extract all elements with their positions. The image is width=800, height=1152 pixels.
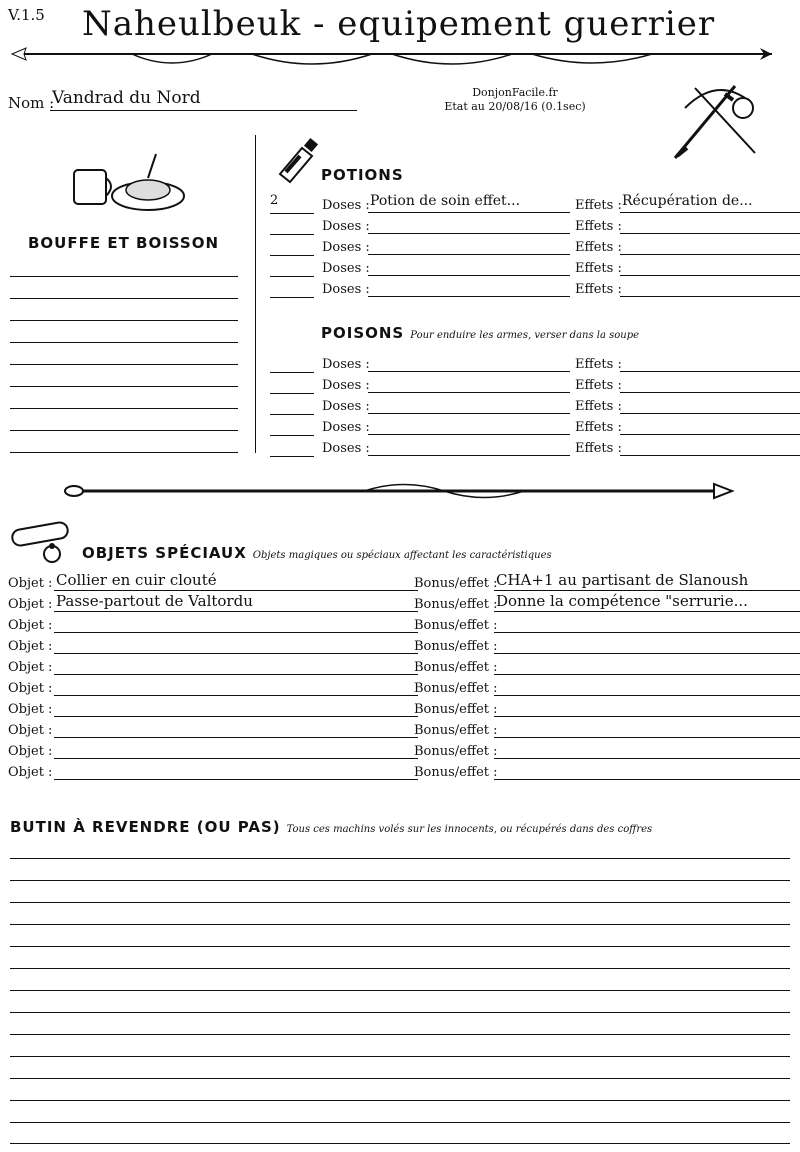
food-line[interactable]	[10, 364, 238, 365]
objet-row	[8, 613, 800, 634]
poisons-title-block	[321, 324, 639, 342]
version-label: V.1.5	[8, 6, 45, 24]
weapons-icon	[665, 78, 765, 164]
effets-label: Effets :	[575, 198, 622, 213]
butin-line[interactable]	[10, 1122, 790, 1123]
potion-effect-field[interactable]	[620, 277, 800, 297]
effets-label: Effets :	[575, 441, 622, 456]
objet-row	[8, 676, 800, 697]
doses-label: Doses :	[322, 420, 370, 435]
objet-field[interactable]	[54, 739, 418, 759]
objet-row	[8, 655, 800, 676]
butin-line[interactable]	[10, 924, 790, 925]
column-divider	[255, 135, 256, 453]
potion-row	[270, 214, 800, 235]
poison-qty-field[interactable]	[270, 373, 314, 394]
food-icon	[68, 148, 188, 218]
bonus-label: Bonus/effet :	[414, 618, 498, 633]
butin-line[interactable]	[10, 902, 790, 903]
poison-row	[270, 373, 800, 394]
objet-row	[8, 760, 800, 781]
nom-label: Nom :	[8, 94, 55, 112]
objet-field[interactable]: Passe-partout de Valtordu	[54, 592, 418, 612]
objet-row	[8, 739, 800, 760]
bonus-field[interactable]: Donne la compétence "serrurie...	[494, 592, 800, 612]
objet-field[interactable]	[54, 655, 418, 675]
effets-label: Effets :	[575, 420, 622, 435]
butin-line[interactable]	[10, 1100, 790, 1101]
site-name: DonjonFacile.fr	[472, 86, 558, 99]
bonus-label: Bonus/effet :	[414, 765, 498, 780]
bonus-field[interactable]	[494, 634, 800, 654]
bonus-label: Bonus/effet :	[414, 576, 498, 591]
butin-line[interactable]	[10, 1056, 790, 1057]
bonus-field[interactable]	[494, 676, 800, 696]
poisons-subtitle: Pour enduire les armes, verser dans la soupe	[410, 330, 640, 341]
potion-qty-field[interactable]: 2	[270, 193, 314, 214]
food-line[interactable]	[10, 452, 238, 453]
objet-field[interactable]	[54, 613, 418, 633]
objet-field[interactable]	[54, 697, 418, 717]
poison-row	[270, 394, 800, 415]
poison-row	[270, 415, 800, 436]
bonus-label: Bonus/effet :	[414, 702, 498, 717]
butin-line[interactable]	[10, 1012, 790, 1013]
objet-label: Objet :	[8, 639, 53, 654]
food-line[interactable]	[10, 342, 238, 343]
potion-bottle-icon	[272, 134, 322, 184]
poison-qty-field[interactable]	[270, 352, 314, 373]
bonus-label: Bonus/effet :	[414, 660, 498, 675]
objet-label: Objet :	[8, 702, 53, 717]
page-title: Naheulbeuk - equipement guerrier	[82, 4, 716, 44]
bonus-label: Bonus/effet :	[414, 639, 498, 654]
bonus-label: Bonus/effet :	[414, 723, 498, 738]
objet-row	[8, 718, 800, 739]
poison-name-field[interactable]	[368, 436, 570, 456]
objet-label: Objet :	[8, 744, 53, 759]
poison-row	[270, 436, 800, 457]
potion-name-field[interactable]	[368, 277, 570, 297]
potion-effect-field[interactable]	[620, 256, 800, 276]
bonus-label: Bonus/effet :	[414, 681, 498, 696]
butin-subtitle: Tous ces machins volés sur les innocents, ou récupérés dans des coffres	[286, 824, 653, 835]
objet-label: Objet :	[8, 618, 53, 633]
potion-name-field[interactable]	[368, 214, 570, 234]
bonus-field[interactable]	[494, 655, 800, 675]
butin-line[interactable]	[10, 1078, 790, 1079]
doses-label: Doses :	[322, 441, 370, 456]
potion-row	[270, 256, 800, 277]
effets-label: Effets :	[575, 219, 622, 234]
potion-name-field[interactable]	[368, 256, 570, 276]
bonus-field[interactable]	[494, 697, 800, 717]
butin-line[interactable]	[10, 968, 790, 969]
doses-label: Doses :	[322, 261, 370, 276]
effets-label: Effets :	[575, 357, 622, 372]
doses-label: Doses :	[322, 219, 370, 234]
potion-row	[270, 193, 800, 214]
potion-qty-field[interactable]	[270, 235, 314, 256]
poison-effect-field[interactable]	[620, 373, 800, 393]
objet-row	[8, 634, 800, 655]
poison-qty-field[interactable]	[270, 436, 314, 457]
potion-effect-field[interactable]	[620, 235, 800, 255]
effets-label: Effets :	[575, 399, 622, 414]
food-line[interactable]	[10, 298, 238, 299]
potion-effect-field[interactable]: Récupération de...	[620, 193, 800, 213]
butin-line[interactable]	[10, 1143, 790, 1144]
objet-label: Objet :	[8, 660, 53, 675]
objets-subtitle: Objets magiques ou spéciaux affectant les caractéristiques	[252, 550, 552, 561]
objet-row	[8, 571, 800, 592]
objet-label: Objet :	[8, 597, 53, 612]
doses-label: Doses :	[322, 240, 370, 255]
potion-effect-field[interactable]	[620, 214, 800, 234]
poison-row	[270, 352, 800, 373]
food-line[interactable]	[10, 320, 238, 321]
poison-name-field[interactable]	[368, 352, 570, 372]
bonus-field[interactable]	[494, 739, 800, 759]
poisons-title: POISONS	[321, 324, 405, 342]
objet-field[interactable]	[54, 676, 418, 696]
potion-qty-field[interactable]	[270, 256, 314, 277]
bonus-field[interactable]	[494, 760, 800, 780]
objet-row	[8, 697, 800, 718]
objet-field[interactable]	[54, 634, 418, 654]
objets-title-block	[82, 544, 552, 562]
butin-line[interactable]	[10, 880, 790, 881]
food-line[interactable]	[10, 408, 238, 409]
objets-title: OBJETS SPÉCIAUX	[82, 544, 247, 562]
bonus-field[interactable]	[494, 718, 800, 738]
poison-qty-field[interactable]	[270, 394, 314, 415]
effets-label: Effets :	[575, 240, 622, 255]
potion-row	[270, 235, 800, 256]
bonus-label: Bonus/effet :	[414, 744, 498, 759]
poison-qty-field[interactable]	[270, 415, 314, 436]
poison-name-field[interactable]	[368, 415, 570, 435]
doses-label: Doses :	[322, 399, 370, 414]
objet-field[interactable]: Collier en cuir clouté	[54, 571, 418, 591]
bonus-field[interactable]	[494, 613, 800, 633]
bonus-label: Bonus/effet :	[414, 597, 498, 612]
potion-row	[270, 277, 800, 298]
poison-effect-field[interactable]	[620, 352, 800, 372]
potion-name-field[interactable]	[368, 235, 570, 255]
poison-name-field[interactable]	[368, 394, 570, 414]
food-line[interactable]	[10, 276, 238, 277]
effets-label: Effets :	[575, 261, 622, 276]
potion-qty-field[interactable]	[270, 214, 314, 235]
objet-field[interactable]	[54, 718, 418, 738]
potion-qty-field[interactable]	[270, 277, 314, 298]
effets-label: Effets :	[575, 282, 622, 297]
objet-row	[8, 592, 800, 613]
poison-effect-field[interactable]	[620, 436, 800, 456]
food-line[interactable]	[10, 430, 238, 431]
bonus-field[interactable]: CHA+1 au partisant de Slanoush	[494, 571, 800, 591]
objet-field[interactable]	[54, 760, 418, 780]
butin-title-block	[10, 818, 652, 836]
potions-title: POTIONS	[321, 166, 404, 184]
site-info	[430, 86, 600, 114]
poison-effect-field[interactable]	[620, 415, 800, 435]
objet-label: Objet :	[8, 576, 53, 591]
doses-label: Doses :	[322, 378, 370, 393]
nom-field[interactable]: Vandrad du Nord	[50, 88, 357, 111]
doses-label: Doses :	[322, 357, 370, 372]
food-title: BOUFFE ET BOISSON	[28, 234, 220, 252]
poison-name-field[interactable]	[368, 373, 570, 393]
butin-line[interactable]	[10, 858, 790, 859]
scroll-ring-icon	[8, 520, 78, 566]
food-line[interactable]	[10, 386, 238, 387]
staff-divider	[64, 480, 740, 504]
sheet-date: Etat au 20/08/16 (0.1sec)	[444, 100, 586, 113]
doses-label: Doses :	[322, 198, 370, 213]
poison-effect-field[interactable]	[620, 394, 800, 414]
objet-label: Objet :	[8, 681, 53, 696]
doses-label: Doses :	[322, 282, 370, 297]
butin-line[interactable]	[10, 946, 790, 947]
butin-line[interactable]	[10, 1034, 790, 1035]
butin-line[interactable]	[10, 990, 790, 991]
objet-label: Objet :	[8, 723, 53, 738]
butin-title: BUTIN À REVENDRE (OU PAS)	[10, 818, 281, 836]
potion-name-field[interactable]: Potion de soin effet...	[368, 193, 570, 213]
objet-label: Objet :	[8, 765, 53, 780]
effets-label: Effets :	[575, 378, 622, 393]
spear-divider-top	[12, 44, 788, 74]
